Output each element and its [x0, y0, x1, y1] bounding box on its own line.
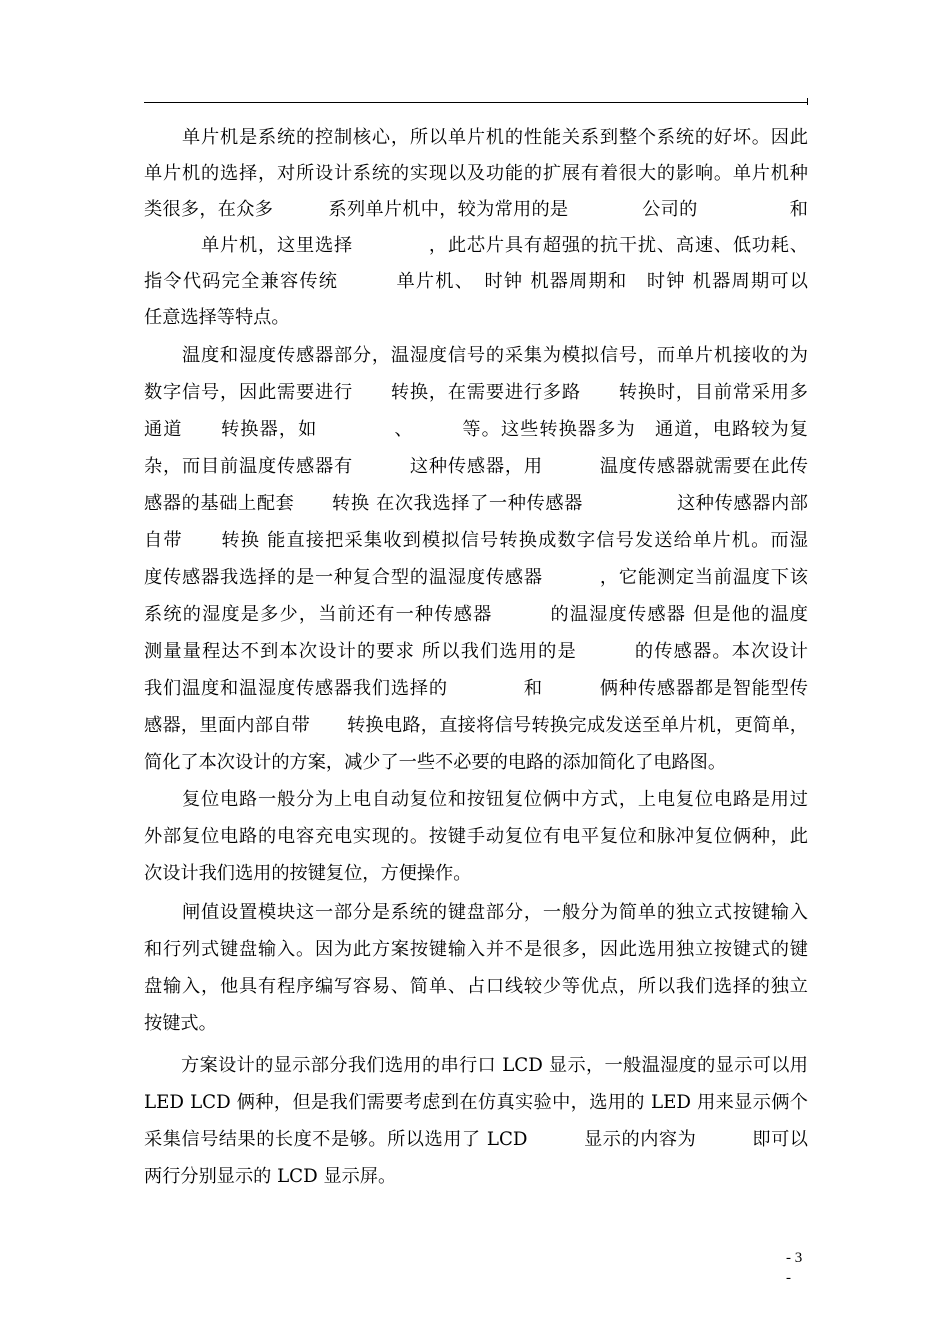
header-rule: [144, 102, 808, 103]
text-line: 温度和湿度传感器部分，温湿度信号的采集为模拟信号，而单片机接收的为: [144, 345, 808, 366]
text-line: 感器的基础上配套 转换 在次我选择了一种传感器 这种传感器内部: [144, 493, 808, 514]
text-line: 我们温度和温湿度传感器我们选择的 和 俩种传感器都是智能型传: [144, 678, 808, 699]
text-line: 外部复位电路的电容充电实现的。按键手动复位有电平复位和脉冲复位俩种，此: [144, 826, 808, 847]
text-line: 两行分别显示的 LCD 显示屏。: [144, 1166, 397, 1187]
text-line: 类很多，在众多 系列单片机中，较为常用的是 公司的 和: [144, 199, 808, 220]
text-line: 任意选择等特点。: [144, 307, 290, 328]
text-line: 简化了本次设计的方案，减少了一些不必要的电路的添加简化了电路图。: [144, 752, 727, 773]
header-rule-tick: [807, 98, 808, 105]
text-line: LED LCD 俩种，但是我们需要考虑到在仿真实验中，选用的 LED 用来显示俩个: [144, 1092, 808, 1113]
text-line: 次设计我们选用的按键复位，方便操作。: [144, 863, 472, 884]
text-line: 闸值设置模块这一部分是系统的键盘部分，一般分为简单的独立式按键输入: [144, 902, 808, 923]
text-line: 数字信号，因此需要进行 转换，在需要进行多路 转换时，目前常采用多: [144, 382, 808, 403]
text-line: 复位电路一般分为上电自动复位和按钮复位俩中方式，上电复位电路是用过: [144, 789, 808, 810]
text-line: 和行列式键盘输入。因为此方案按键输入并不是很多，因此选用独立按键式的键: [144, 939, 808, 960]
text-line: 测量量程达不到本次设计的要求 所以我们选用的是 的传感器。本次设计: [144, 641, 808, 662]
text-line: 单片机的选择，对所设计系统的实现以及功能的扩展有着很大的影响。单片机种: [144, 163, 808, 184]
text-line: 采集信号结果的长度不是够。所以选用了 LCD 显示的内容为 即可以: [144, 1129, 808, 1150]
text-line: 盘输入，他具有程序编写容易、简单、占口线较少等优点，所以我们选择的独立: [144, 976, 808, 997]
text-line: 度传感器我选择的是一种复合型的温湿度传感器 ，它能测定当前温度下该: [144, 567, 808, 588]
text-line: 单片机是系统的控制核心，所以单片机的性能关系到整个系统的好坏。因此: [144, 127, 808, 148]
text-line: 杂，而目前温度传感器有 这种传感器，用 温度传感器就需要在此传: [144, 456, 808, 477]
text-line: 通道 转换器，如 、 等。这些转换器多为 通道，电路较为复: [144, 419, 808, 440]
text-line: 方案设计的显示部分我们选用的串行口 LCD 显示，一般温湿度的显示可以用: [144, 1055, 808, 1076]
text-line: 按键式。: [144, 1013, 217, 1034]
text-line: 自带 转换 能直接把采集收到模拟信号转换成数字信号发送给单片机。而湿: [144, 530, 808, 551]
text-line: 系统的湿度是多少，当前还有一种传感器 的温湿度传感器 但是他的温度: [144, 604, 808, 625]
page-number: - 3: [786, 1250, 803, 1266]
text-line: 指令代码完全兼容传统 单片机、 时钟 机器周期和 时钟 机器周期可以: [144, 271, 808, 292]
text-line: 感器，里面内部自带 转换电路，直接将信号转换完成发送至单片机，更简单，: [144, 715, 808, 736]
text-line: 单片机，这里选择 ，此芯片具有超强的抗干扰、高速、低功耗、: [144, 235, 808, 256]
page-number-dash: -: [786, 1270, 791, 1286]
